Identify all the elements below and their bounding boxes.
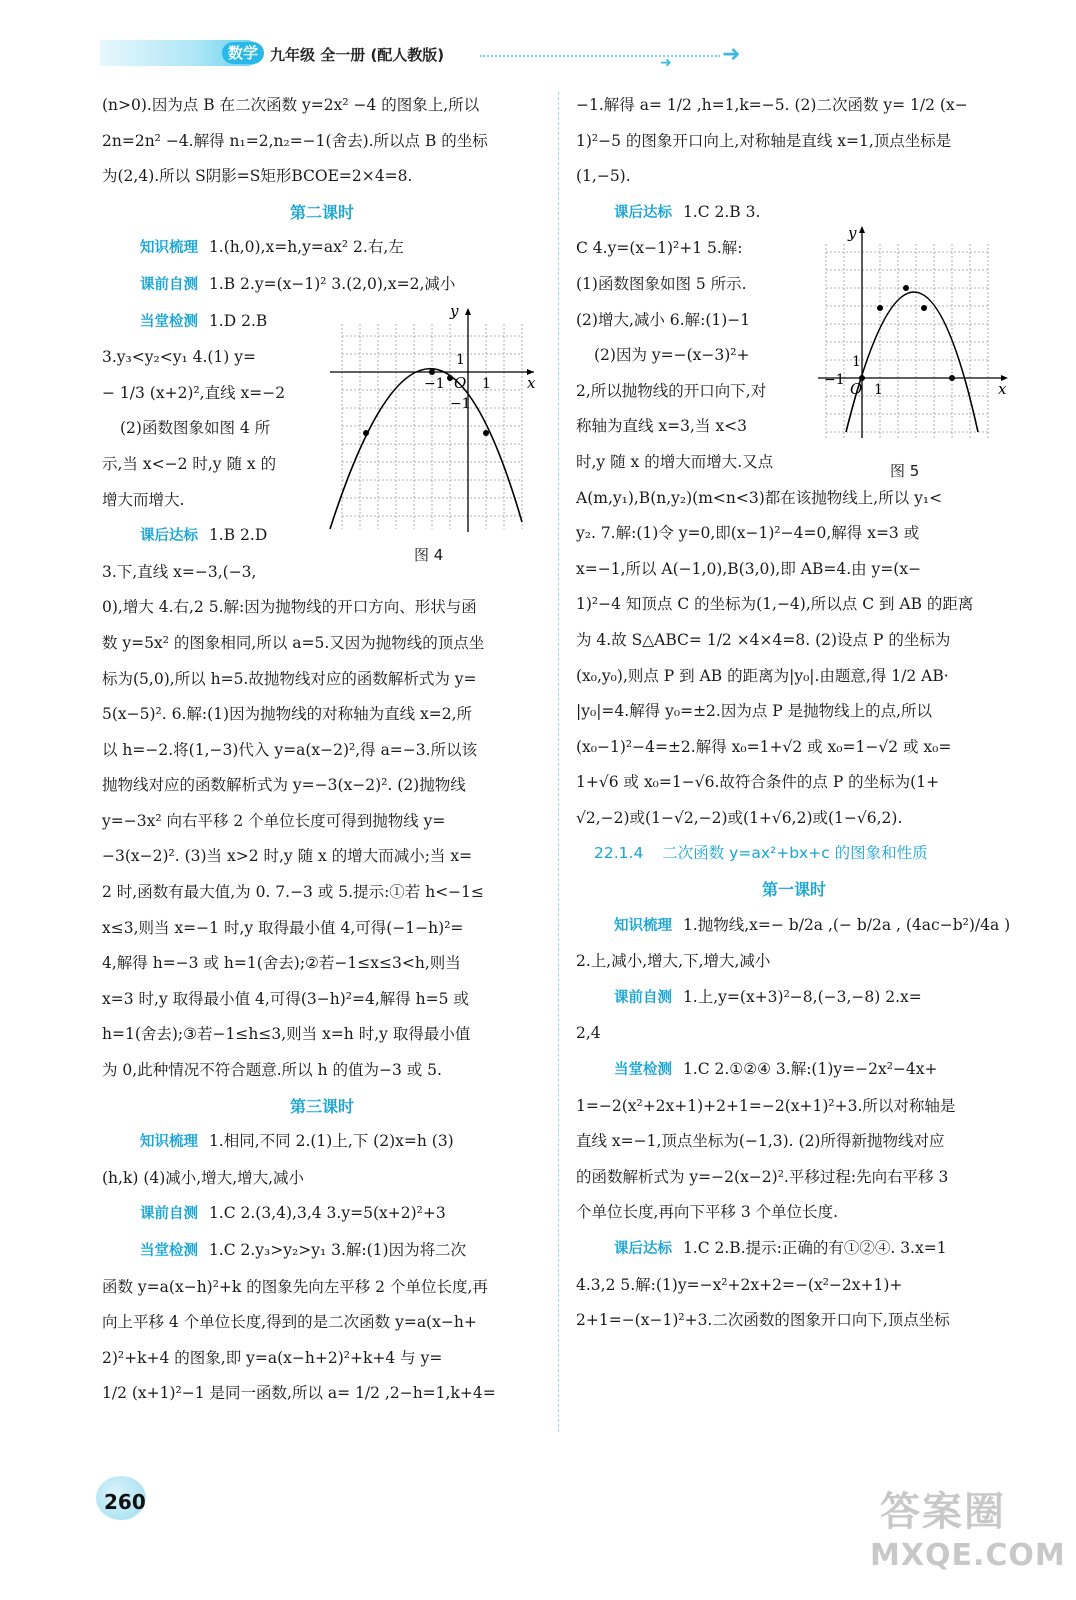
text-line: (h,k) (4)减小,增大,增大,减小 [102, 1168, 305, 1187]
text-line: 为 4.故 S△ABC= 1/2 ×4×4=8. (2)设点 P 的坐标为 [576, 630, 951, 649]
text-line: y₂. 7.解:(1)令 y=0,即(x−1)²−4=0,解得 x=3 或 [576, 524, 920, 543]
text-line: 的函数解析式为 y=−2(x−2)².平移过程:先向右平移 3 [576, 1167, 949, 1186]
text-line: (x₀,y₀),则点 P 到 AB 的距离为|y₀|.由题意,得 1/2 AB· [576, 666, 949, 685]
text-line: 直线 x=−1,顶点坐标为(−1,3). (2)所得新抛物线对应 [576, 1132, 945, 1151]
answer-text: 1.C 2.(3,4),3,4 3.y=5(x+2)²+3 [208, 1204, 446, 1223]
topic-heading [576, 836, 1012, 872]
tick-label: 1 [456, 352, 465, 368]
parabola-curve [846, 292, 978, 432]
curve-point [921, 305, 927, 311]
curve-point [483, 430, 489, 436]
text-line: (1)函数图象如图 5 所示. [576, 274, 747, 293]
text-line: 向上平移 4 个单位长度,得到的是二次函数 y=a(x−h+ [102, 1313, 477, 1332]
text-line: 2n=2n² −4.解得 n₁=2,n₂=−1(舍去).所以点 B 的坐标 [102, 131, 488, 150]
page-number: 260 [104, 1490, 146, 1514]
answer-text: 1.相同,不同 2.(1)上,下 (2)x=h (3) [208, 1132, 454, 1151]
text-line: 增大而增大. [102, 490, 185, 509]
text-line: 为(2,4).所以 S阴影=S矩形BCOE=2×4=8. [102, 167, 413, 186]
text-line: − 1/3 (x+2)²,直线 x=−2 [102, 383, 286, 402]
text-line: √2,−2)或(1−√2,−2)或(1+√6,2)或(1−√6,2). [576, 808, 903, 827]
text-line: (n>0).因为点 B 在二次函数 y=2x² −4 的图象上,所以 [102, 96, 480, 114]
text-line: (1,−5). [576, 167, 631, 186]
tag-knowledge: 知识梳理 [140, 1134, 198, 1151]
text-line: 称轴为直线 x=3,当 x<3 [576, 417, 747, 436]
text-line: 2+1=−(x−1)²+3.二次函数的图象开口向下,顶点坐标 [576, 1311, 950, 1330]
text-line: 1=−2(x²+2x+1)+2+1=−2(x+1)²+3.所以对称轴是 [576, 1096, 956, 1115]
y-axis-label: y [848, 224, 857, 242]
answer-text: 1.C 2.y₃>y₂>y₁ 3.解:(1)因为将二次 [208, 1241, 467, 1259]
origin-label: O [850, 380, 863, 398]
text-line: 为 0,此种情况不符合题意.所以 h 的值为−3 或 5. [102, 1061, 442, 1080]
text-line: 1)²−4 知顶点 C 的坐标为(1,−4),所以点 C 到 AB 的距离 [576, 595, 974, 614]
text-line: 数 y=5x² 的图象相同,所以 a=5.又因为抛物线的顶点坐 [102, 633, 485, 652]
text-line: −3(x−2)². (3)当 x>2 时,y 随 x 的增大而减小;当 x= [102, 847, 473, 866]
curve-point [447, 375, 453, 381]
answer-text: 1.B 2.D [208, 526, 268, 545]
text-line: 2)²+k+4 的图象,即 y=a(x−h+2)²+k+4 与 y= [102, 1348, 443, 1367]
fig4-wrap-text [102, 340, 312, 518]
section-title-lesson-2: 第二课时 [289, 202, 354, 222]
tag-pretest: 课前自测 [140, 1206, 198, 1223]
book-title: 九年级 全一册 (配人教版) [270, 46, 445, 64]
text-line: x=−1,所以 A(−1,0),B(3,0),即 AB=4.由 y=(x− [576, 559, 922, 578]
tick-label: 1 [482, 376, 491, 392]
text-line: 4,解得 h=−3 或 h=1(舍去);②若−1≤x≤3<h,则当 [102, 954, 461, 973]
answer-row-homework-r [576, 195, 800, 232]
tag-homework: 课后达标 [614, 1241, 672, 1257]
tag-classcheck: 当堂检测 [140, 313, 198, 330]
text-line: C 4.y=(x−1)²+1 5.解: [576, 239, 743, 258]
tag-homework: 课后达标 [614, 204, 672, 221]
answer-row-knowledge-r [576, 908, 1012, 945]
text-line: 抛物线对应的函数解析式为 y=−3(x−2)². (2)抛物线 [102, 776, 466, 795]
answer-text: 1.C 2.B 3. [682, 202, 761, 221]
text-line: 2.上,减小,增大,下,增大,减小 [576, 952, 771, 971]
text-line: 以 h=−2.将(1,−3)代入 y=a(x−2)²,得 a=−3.所以该 [102, 740, 478, 759]
text-line: x≤3,则当 x=−1 时,y 取得最小值 4,可得(−1−h)²= [102, 918, 464, 937]
header-arrow-small-icon: ➜ [660, 55, 672, 71]
answer-text: 1.B 2.y=(x−1)² 3.(2,0),x=2,减小 [208, 274, 456, 293]
text-line: (2)因为 y=−(x−3)²+ [594, 346, 750, 365]
watermark [860, 1480, 1066, 1590]
text-line: 3.下,直线 x=−3,(−3, [102, 562, 257, 581]
answer-text: 1.上,y=(x+3)²−8,(−3,−8) 2.x= [682, 987, 922, 1006]
x-axis-label: x [527, 374, 536, 392]
watermark-url: MXQE.COM [870, 1538, 1066, 1573]
text-line: 时,y 随 x 的增大而增大.又点 [576, 452, 774, 471]
header-dotted-line [480, 55, 720, 57]
parabola-curve [330, 369, 522, 529]
y-axis-arrow-icon [465, 308, 471, 315]
answer-row-classcheck-3 [102, 1233, 542, 1270]
figure-5-caption: 图 5 [890, 462, 920, 480]
section-title-lesson-1: 第一课时 [761, 880, 826, 900]
text-line: |y₀|=4.解得 y₀=±2.因为点 P 是抛物线上的点,所以 [576, 702, 933, 721]
answer-text: 1.C 2.B.提示:正确的有①②④. 3.x=1 [682, 1239, 947, 1257]
answer-row-homework-r2 [576, 1231, 1012, 1268]
tag-classcheck: 当堂检测 [140, 1243, 198, 1259]
grid [342, 324, 522, 529]
text-line: (x₀−1)²−4=±2.解得 x₀=1+√2 或 x₀=1−√2 或 x₀= [576, 737, 952, 756]
text-line: 个单位长度,再向下平移 3 个单位长度. [576, 1203, 839, 1222]
text-line: 2,所以抛物线的开口向下,对 [576, 381, 767, 400]
text-line: 2 时,函数有最大值,为 0. 7.−3 或 5.提示:①若 h<−1≤ [102, 883, 485, 902]
answer-text: 1.(h,0),x=h,y=ax² 2.右,左 [208, 238, 404, 257]
tag-knowledge: 知识梳理 [614, 917, 672, 934]
fig5-wrap-text [576, 195, 800, 481]
grid [826, 244, 988, 438]
tick-label: 1 [852, 354, 861, 370]
answer-row-classcheck-r [576, 1052, 1012, 1089]
tag-classcheck: 当堂检测 [614, 1062, 672, 1079]
text-line: h=1(舍去);③若−1≤h≤3,则当 x=h 时,y 取得最小值 [102, 1025, 471, 1044]
answer-row-knowledge-3 [102, 1124, 542, 1161]
text-line: y=−3x² 向右平移 2 个单位长度可得到抛物线 y= [102, 811, 446, 830]
text-line: 函数 y=a(x−h)²+k 的图象先向左平移 2 个单位长度,再 [102, 1277, 488, 1296]
tag-pretest: 课前自测 [140, 276, 198, 293]
text-line: x=3 时,y 取得最小值 4,可得(3−h)²=4,解得 h=5 或 [102, 989, 469, 1008]
figure-4-graph [326, 304, 542, 536]
tag-pretest: 课前自测 [614, 989, 672, 1006]
curve-point [949, 375, 955, 381]
y-axis-arrow-icon [859, 226, 865, 233]
text-line: (2)函数图象如图 4 所 [120, 419, 271, 438]
text-line: 2,4 [576, 1024, 601, 1043]
topic-number: 22.1.4 [594, 844, 644, 863]
tag-homework: 课后达标 [140, 528, 198, 545]
text-line: 示,当 x<−2 时,y 随 x 的 [102, 454, 277, 473]
answer-row-pretest-r [576, 980, 1012, 1017]
text-line: (2)增大,减小 6.解:(1)−1 [576, 310, 751, 329]
vertex-point [903, 285, 909, 291]
section-title-lesson-3: 第三课时 [289, 1096, 354, 1116]
answer-row-knowledge [102, 230, 542, 267]
text-line: 标为(5,0),所以 h=5.故抛物线对应的函数解析式为 y= [102, 669, 477, 688]
text-line: 5(x−5)². 6.解:(1)因为抛物线的对称轴为直线 x=2,所 [102, 705, 473, 724]
tick-label: −1 [450, 396, 471, 412]
left-column [102, 88, 542, 1412]
vertex-point [429, 369, 435, 375]
text-line: 1/2 (x+1)²−1 是同一函数,所以 a= 1/2 ,2−h=1,k+4= [102, 1384, 496, 1403]
text-line: 3.y₃<y₂<y₁ 4.(1) y= [102, 348, 257, 367]
figure-5-graph [818, 224, 1014, 444]
figure-4-caption: 图 4 [414, 546, 444, 564]
answer-row-pretest [102, 267, 542, 304]
text-line: 4.3,2 5.解:(1)y=−x²+2x+2=−(x²−2x+1)+ [576, 1275, 903, 1294]
tick-label: −1 [424, 376, 445, 392]
tag-knowledge: 知识梳理 [140, 240, 198, 257]
topic-title: 二次函数 y=ax²+bx+c 的图象和性质 [662, 844, 928, 863]
text-line: 1+√6 或 x₀=1−√6.故符合条件的点 P 的坐标为(1+ [576, 773, 940, 792]
tick-label: 1 [874, 382, 883, 398]
origin-label: O [454, 374, 467, 392]
column-divider [558, 92, 559, 1432]
watermark-title: 答案圈 [880, 1489, 1006, 1535]
header-arrow-icon: ➜ [722, 42, 741, 67]
tick-label: −1 [824, 372, 845, 388]
answer-text: 1.D 2.B [208, 311, 268, 330]
answer-text: 1.C 2.①②④ 3.解:(1)y=−2x²−4x+ [682, 1060, 938, 1079]
text-line: −1.解得 a= 1/2 ,h=1,k=−5. (2)二次函数 y= 1/2 (x− [576, 96, 968, 114]
text-line: A(m,y₁),B(n,y₂)(m<n<3)都在该抛物线上,所以 y₁< [576, 488, 943, 507]
subject-badge: 数学 [222, 42, 264, 64]
x-axis-label: x [998, 380, 1007, 398]
answer-row-pretest-3 [102, 1196, 542, 1233]
curve-point [363, 430, 369, 436]
y-axis-label: y [450, 304, 459, 320]
page-header [0, 0, 1076, 80]
text-line: 1)²−5 的图象开口向上,对称轴是直线 x=1,顶点坐标是 [576, 131, 952, 150]
curve-point [877, 305, 883, 311]
text-line: 0),增大 4.右,2 5.解:因为抛物线的开口方向、形状与函 [102, 598, 477, 617]
answer-text: 1.抛物线,x=− b/2a ,(− b/2a , (4ac−b²)/4a ) [682, 915, 1011, 934]
